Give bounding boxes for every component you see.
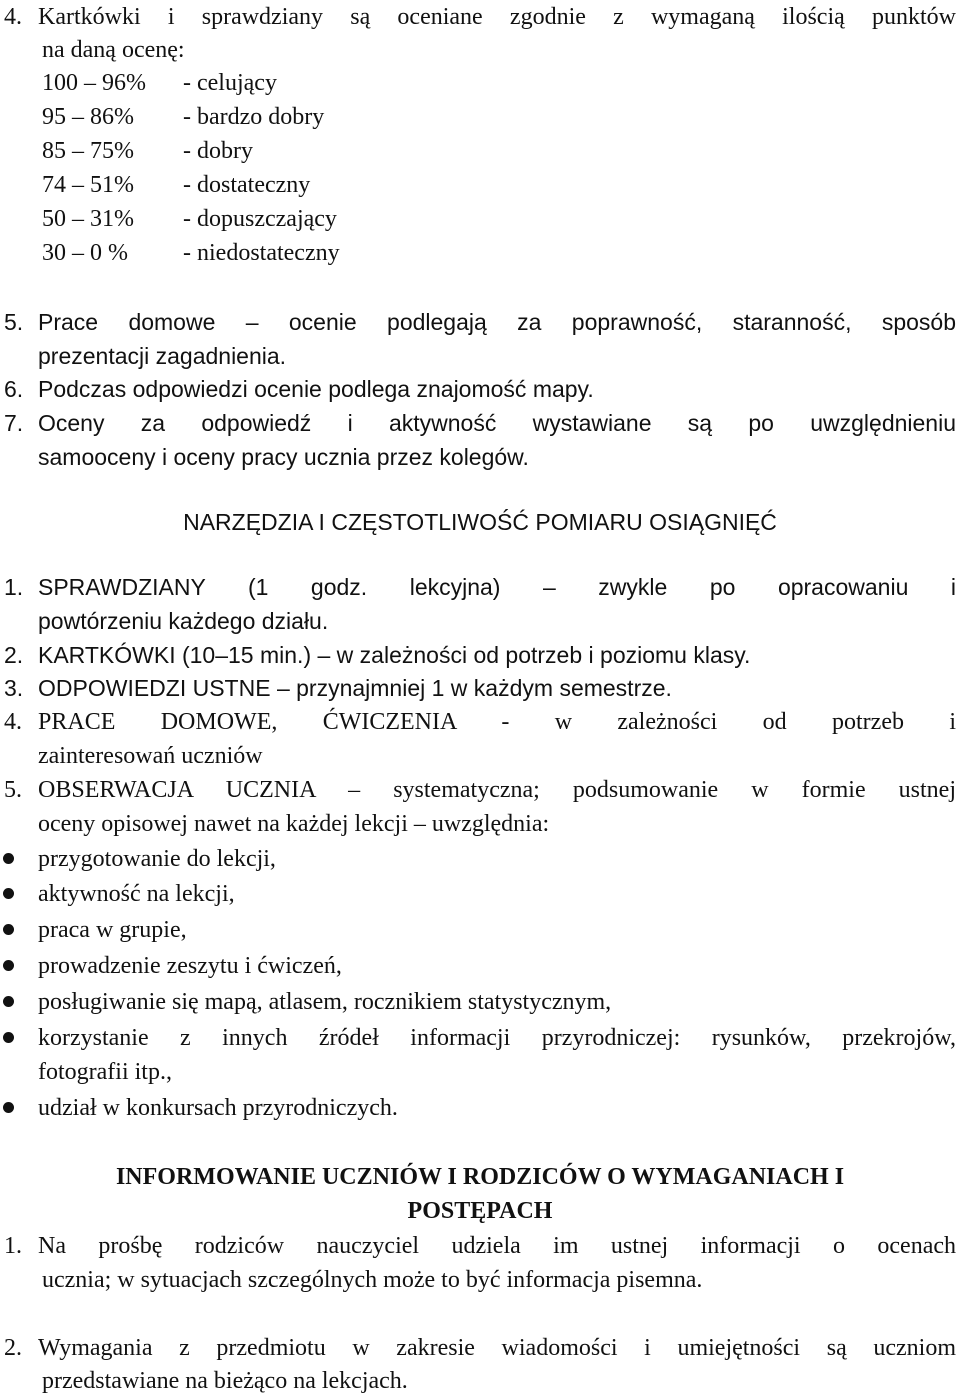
grade-row (0, 66, 960, 100)
section-heading-info-line2: POSTĘPACH (407, 1198, 553, 1224)
bullet-item-continuation (0, 1055, 960, 1089)
bullet-text: udział w konkursach przyrodniczych. (38, 1095, 398, 1121)
bullet-text: aktywność na lekcji, (38, 881, 235, 907)
grade-label: - dopuszczający (183, 206, 337, 232)
info-item-1-line1 (0, 1229, 960, 1263)
bullet-item (0, 1091, 960, 1125)
bullet-icon (3, 1032, 14, 1043)
item-text: Prace domowe – ocenie podlegają za poprawność, staranność, sposób (38, 309, 956, 335)
grade-range: 50 – 31% (42, 206, 134, 232)
item-number: 7. (4, 410, 24, 436)
grade-label: - bardzo dobry (183, 104, 325, 130)
grade-row (0, 134, 960, 168)
grading-item-7-line2 (0, 440, 960, 474)
tools-item-5-line2 (0, 807, 960, 841)
grade-label: - niedostateczny (183, 240, 340, 266)
tools-item-5-line1 (0, 773, 960, 807)
grade-label: - dobry (183, 138, 253, 164)
grade-row (0, 100, 960, 134)
item-number: 4. (4, 4, 22, 30)
item-text: samooceny i oceny pracy ucznia przez kolegów. (38, 444, 529, 470)
grade-row (0, 202, 960, 236)
grading-item-4-line2 (0, 33, 960, 67)
item-text: przedstawiane na bieżąco na lekcjach. (42, 1368, 408, 1394)
item-number: 5. (4, 777, 22, 803)
grade-range: 30 – 0 % (42, 240, 128, 266)
info-item-1-line2 (0, 1263, 960, 1297)
item-text: OBSERWACJA UCZNIA – systematyczna; podsumowanie w formie ustnej (38, 777, 956, 803)
grading-item-5-line2 (0, 339, 960, 373)
bullet-item (0, 949, 960, 983)
bullet-text: praca w grupie, (38, 917, 187, 943)
grading-item-4-line1 (0, 0, 960, 34)
grade-range: 95 – 86% (42, 104, 134, 130)
item-text: na daną ocenę: (42, 37, 185, 63)
bullet-item (0, 1021, 960, 1055)
grade-range: 85 – 75% (42, 138, 134, 164)
item-number: 2. (4, 1335, 22, 1361)
item-number: 6. (4, 376, 24, 402)
item-number: 1. (4, 574, 24, 600)
bullet-text: fotografii itp., (38, 1059, 172, 1085)
grade-label: - celujący (183, 70, 277, 96)
item-text: Podczas odpowiedzi ocenie podlega znajomość mapy. (38, 376, 594, 402)
bullet-text: prowadzenie zeszytu i ćwiczeń, (38, 953, 342, 979)
grade-row (0, 236, 960, 270)
item-number: 5. (4, 309, 24, 335)
item-number: 3. (4, 675, 24, 701)
bullet-text: korzystanie z innych źródeł informacji przyrodniczej: rysunków, przekrojów, (38, 1025, 956, 1051)
item-number: 1. (4, 1233, 22, 1259)
grading-item-7-line1 (0, 406, 960, 440)
bullet-item (0, 877, 960, 911)
bullet-icon (3, 960, 14, 971)
item-text: Kartkówki i sprawdziany są oceniane zgodnie z wymaganą ilością punktów (38, 4, 956, 30)
bullet-icon (3, 853, 14, 864)
bullet-icon (3, 924, 14, 935)
item-text: powtórzeniu każdego działu. (38, 608, 329, 634)
grade-range: 74 – 51% (42, 172, 134, 198)
bullet-text: posługiwanie się mapą, atlasem, rocznikiem statystycznym, (38, 989, 612, 1015)
tools-item-1-line1 (0, 570, 960, 604)
bullet-text: przygotowanie do lekcji, (38, 846, 276, 872)
grade-range: 100 – 96% (42, 70, 146, 96)
item-text: prezentacji zagadnienia. (38, 343, 287, 369)
bullet-icon (3, 1102, 14, 1113)
tools-item-2 (0, 638, 960, 672)
info-item-2-line1 (0, 1331, 960, 1365)
item-text: ODPOWIEDZI USTNE – przynajmniej 1 w każdym semestrze. (38, 675, 672, 701)
tools-item-3 (0, 671, 960, 705)
grading-item-5-line1 (0, 305, 960, 339)
tools-item-4-line2 (0, 739, 960, 773)
item-text: oceny opisowej nawet na każdej lekcji – uwzględnia: (38, 811, 550, 837)
info-item-2-line2 (0, 1364, 960, 1398)
item-text: SPRAWDZIANY (1 godz. lekcyjna) – zwykle po opracowaniu i (38, 574, 956, 600)
grade-row (0, 168, 960, 202)
item-text: Na prośbę rodziców nauczyciel udziela im ustnej informacji o ocenach (38, 1233, 956, 1259)
tools-item-4-line1 (0, 705, 960, 739)
item-text: zainteresowań uczniów (38, 743, 263, 769)
item-text: PRACE DOMOWE, ĆWICZENIA - w zależności od potrzeb i (38, 709, 956, 735)
grading-item-6 (0, 372, 960, 406)
section-heading-tools: NARZĘDZIA I CZĘSTOTLIWOŚĆ POMIARU OSIĄGNIĘĆ (183, 509, 777, 535)
item-number: 4. (4, 709, 22, 735)
bullet-item (0, 913, 960, 947)
item-text: ucznia; w sytuacjach szczególnych może to być informacja pisemna. (42, 1267, 703, 1293)
bullet-item (0, 842, 960, 876)
item-text: Oceny za odpowiedź i aktywność wystawiane są po uwzględnieniu (38, 410, 956, 436)
tools-item-1-line2 (0, 604, 960, 638)
section-heading-info: INFORMOWANIE UCZNIÓW I RODZICÓW O WYMAGANIACH I (115, 1164, 845, 1190)
bullet-icon (3, 996, 14, 1007)
grade-label: - dostateczny (183, 172, 311, 198)
item-number: 2. (4, 642, 24, 668)
item-text: KARTKÓWKI (10–15 min.) – w zależności od potrzeb i poziomu klasy. (38, 642, 751, 668)
bullet-icon (3, 888, 14, 899)
item-text: Wymagania z przedmiotu w zakresie wiadomości i umiejętności są uczniom (38, 1335, 956, 1361)
bullet-item (0, 985, 960, 1019)
